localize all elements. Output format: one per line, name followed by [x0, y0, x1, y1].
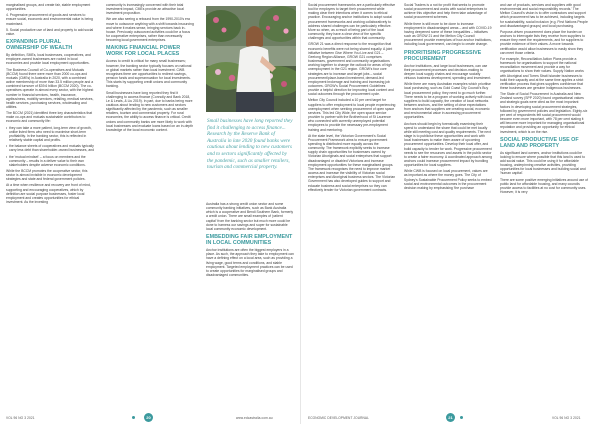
paragraph: 4. Progressive procurement of goods and services to ensure social, economic and environmental value is being maximised.: [6, 13, 93, 26]
section-heading: EMBEDDING FAIR EMPLOYMENT IN LOCAL COMMUNITIES: [206, 234, 293, 247]
page-number: 20: [144, 413, 153, 422]
woman-browsing-flowers-photo: [206, 6, 296, 112]
right-column-2: [404, 3, 492, 408]
paragraph: Access to credit is critical for many small businesses; however, the banking sector typically focuses on national or global markets rather than local investment. CWB recognises there are opportunities to redirect savings, pension funds and superannuation for local investments. This starts by supporting credit unions and community banking.: [106, 59, 192, 89]
paragraph: While CWB is focused on local procurement, values are as important as where the money goes. The City of Sydney's Sustainable Procurement Policy seeks to embed social and environmental outcomes in the procurement decision making by emphasising 'the purchase: [404, 169, 492, 190]
right-page: [300, 0, 600, 424]
issue-footer: VOL 96 NO 3 2021: [6, 416, 35, 420]
paragraph: By definition, SMEs, local businesses, cooperatives, and employee-owned businesses are rooted in local economies and provide local employment opportunities.: [6, 53, 91, 66]
bullet-item: • the 'mutual mindset' – a focus on members and the community – results in a deliver value to their own stakeholders despite adverse economic conditions.: [6, 155, 94, 167]
paragraph: Anchors should begin by forensically examining their spend to understand the share that could be met locally while still meeting cost and quality requirements. The next stage is to publicise these opportunities and work with local businesses to make them aware of upcoming procurement opportunities. Develop their local offer, and build capacity to tender for work. Progressive procurement needs to see the resources and assets in the public sector to create a fairer economy. A coordinated approach among anchors could increase procurement impact by bundling opportunities for local suppliers.: [404, 121, 492, 168]
footer-dot: [460, 416, 463, 419]
section-heading: MAKING FINANCIAL POWER WORK FOR LOCAL PLACES: [106, 45, 181, 58]
paragraph: community is increasingly concerned with their total investment impact, CMEs provide an attractive local investment proposition.: [106, 3, 184, 16]
page-number: 21: [446, 413, 455, 422]
journal-title-footer: ECONOMIC DEVELOPMENT JOURNAL: [308, 416, 370, 420]
section-heading: EXPANDING PLURAL OWNERSHIP OF WEALTH: [6, 39, 73, 52]
bullet-item: • the balance sheets of cooperatives and mutuals typically carry less debt than shareholder-owned businesses, and: [6, 144, 94, 152]
paragraph: The BCCM (2021) identified three key characteristics that make co-ops and mutuals sustainable contributors to economic and community life:: [6, 111, 93, 124]
paragraph: While there is still more to be done to increase employment in disadvantaged areas – and with COVID-19 having deepened some of these inequalities – initiatives such as GROW 21 and the Melton City Council procurement provide exemplars of how anchor institutions, including local government, can begin to create change.: [404, 21, 492, 47]
paragraph: Social Traders is a not for profit that seeks to promote social procurement and works with social enterprises to achieve this objective and help them take advantage of social procurement schemes.: [404, 3, 488, 20]
paragraph: Small businesses have long reported they find it challenging to access finance (Connolly and Bank 2018, Le & Lewis, & Liu 2019). In part, due to banks being more cautious about lending to new customers and sectors significantly affected by the pandemic, such as smaller retailers, tourism and commercial property. For rural economies, the ability to access finance is critical. Credit unions and community banks are more likely to work with local businesses and evaluate loans based on an in-depth knowledge of the local economic context.: [106, 90, 194, 132]
pull-quote: [207, 118, 293, 173]
paragraph: We are also seeing a rebound from the 1990-2010's era move to outsource anything with a shift towards insourcing and where it makes sense, bringing services back in-house. Previously outsourced activities could be a focus for cooperative enterprises, rather than necessarily becoming local government enterprises.: [106, 17, 194, 43]
paragraph: At the state level, the Victorian Government's Social Procurement Framework aims to ensure government spending is distributed more equally across the community. The framework explicitly seeks to increase supply chain opportunities for businesses owned by Victorian Aboriginals and social enterprises that support disadvantaged or disabled Victorians and increase employment opportunities for these marginalised groups. The framework recognises the need to improve market access and increase the visibility of Victorian social enterprises and Aboriginal business sectors. The Victorian Government has also developed guides to support and educate business and social enterprises so they can effectively tender for Victorian government contracts.: [308, 133, 396, 192]
paragraph: GROW 21 was a direct response to the recognition that economic benefits were not being shared equally. A joint initiative between Give Where You Live and G21 – Geelong Region Alliance, GROW G21 comprises businesses, government and community organisations working together to change the outlook for areas of high unemployment in the G21 region. GROW's four core strategies are to increase and target jobs – social procurement/place-based investment, demand-led employment brokerage and training and increasing job outcomes. GROW's Social Procurement Guidelines provide a helpful direction for improving local content and social outcomes through the procurement cycle.: [308, 42, 394, 97]
paragraph: Australia has a strong credit union sector and some community banking initiatives, such as Bank Australia which is a cooperative and Bendi Southern Bank, formerly a credit union. There are small examples of 'patient capital' from the banking sector but much more could be done to harness our savings and super for sustainable local community economic development.: [206, 202, 294, 231]
paragraph: As significant land owners, anchor institutions could be looking to ensure where possible that this land is used to add social value. This could be using it for affordable housing, underpinning creative activities, providing opportunities for local businesses and building social and 'human capital'.: [500, 150, 586, 176]
section-heading: SOCIAL PRODUCTIVE USE OF LAND AND PROPERTY: [500, 136, 579, 149]
issue-footer: VOL 96 NO 3 2021: [552, 416, 581, 420]
left-column-2: [106, 3, 194, 408]
paragraph: Social procurement frameworks are a particularly effective tool for employers to target their procurement while making clear their intentions when it comes to ethical practice. Encouraging anchor institutions to adopt social procurement frameworks and working collaboratively to address shared challenges can be particularly effective. More so when, as a result of being part of the local community, they have a clear view of the specific challenges and opportunities within that community.: [308, 3, 396, 41]
bullet-item: • they can take a more patient, long-term view of growth, unlike listed firms who need to maximise short-term profitability. In the banking sector, this is reflected in relatively stable capital and profits.: [6, 126, 94, 143]
paragraph: While the BCCM promotes the cooperative sector, this sector is almost invisible in economic development strategies and state and federal government policies.: [6, 169, 88, 182]
website-footer[interactable]: www.edcastralia.com.au: [236, 416, 273, 420]
paragraph: The Business Council of Co-operatives and Mutuals (BCCM) found there were more than 2000 co-ops and mutuals (CMEs) in Australia in 2020, with a combined active membership of more than 33.5 million people and a combined turnover of $39.6 billion (BCCM 2020). The co-operatives operate in almost every sector, with the highest number in financial services, health, insurance, agribusiness, mobility services, retailing, medical services, health services, purchasing services, wholesaling and utilities.: [6, 67, 94, 109]
paragraph: and use of products, services and suppliers with good environmental and social responsibility records.' The Melton Council's vision is to offer contractors and support which procurement has to be achieved, including targets for sustainability, social inclusion (e.g. First Nations People and disadvantaged groups) and local purchasing.: [500, 3, 588, 28]
paragraph: The State of Social Procurement in Australia and New Zealand survey (SPP 2020) found organisational values and strategic goals were cited as the most important factors in developing social procurement strategies, followed by government policies and legislation. Eighty-six per cent of respondents felt social procurement would become even more important, with 78 per cent stating it will become more important for managing organisational reputation and providing an opportunity for ethical investment, which is on the rise.: [500, 92, 588, 134]
paragraph: While there are many Australian examples which prioritise local purchasing, such as Gold Coast City Council's Buy local procurement policy, they need to go much further. There needs to be a program of working actively with local suppliers to build capacity, the creation of local networks between anchors, and the setting of clear expectations from anchors that suppliers are creating social, economic and environmental value in accessing procurement opportunities.: [404, 82, 492, 120]
paragraph: 5. Social productive use of land and property to add social value.: [6, 27, 94, 36]
paragraph: Anchor institutions, and large local businesses, can use their procurement processes and decision-making to deepen local supply chains and encourage socially virtuous business development, spending and investment.: [404, 63, 492, 81]
paragraph: For example, Reconciliation Action Plans provide a framework for organisations to support the national reconciliation movement and provide a way for organisations to show their values. Supply Nation works with Aboriginal and Torres Strait Islander businesses to build their capacity and at the same time applies a strict verification process that gives suppliers confidence that these businesses are genuine Indigenous businesses.: [500, 56, 584, 90]
paragraph: marginalised groups, and create fair, stable employment opportunities.: [6, 3, 91, 12]
paragraph: Purpose-driven procurement does place the burden on anchors to interrogate lists they receive from suppliers to ensure they meet the requirements, and for suppliers to provide evidence of their values. A move towards certification would allow businesses to easily show they can meet those criteria.: [500, 29, 585, 55]
section-heading: PRIORITISING PROGRESSIVE PROCUREMENT: [404, 49, 482, 62]
paragraph: Anchor institutions are often the biggest employers in a place. As such, the approach they take to employment can have a defining effect on a local area, such as providing a living wage, good terms and conditions, and stable employment. Targeted employment practices can be used to create opportunities for marginalised groups and disadvantaged communities.: [206, 248, 294, 278]
paragraph: Melton City Council included a 10 per cent target for suppliers to offer employment to local people experiencing unemployment when seeking procurement of open space services. This led City Wide, the open space service provider to partner with the Brotherhood of St Laurence who connected with currently unemployed potential employees to provide the necessary pre-employment training and mentoring.: [308, 98, 396, 132]
footer-dot: [132, 416, 135, 419]
right-column-1: [308, 3, 396, 408]
left-column-3: [206, 202, 294, 408]
right-column-3: [500, 3, 588, 408]
paragraph: At a time when resilience and recovery are front of mind, supporting and encouraging cooperatives, which by definition are social purpose businesses, foster local employment and creates opportunities for ethical investment. As the investing: [6, 183, 91, 205]
paragraph: There are some positive emerging initiatives around use of public land for affordable housing, and many councils provide access to facilities at no cost for community uses. However, it is very: [500, 177, 588, 195]
photo-illustration: [206, 6, 296, 112]
left-column-1: [6, 3, 94, 408]
pull-quote-text: Small businesses have long reported they find it challenging to access finance... Research by the Reserve Bank of Australia in late 2020 found banks were cautious about lending to new customers and to sectors significantly affected by the pandemic, such as smaller retailers, tourism and commercial property.: [207, 118, 293, 171]
